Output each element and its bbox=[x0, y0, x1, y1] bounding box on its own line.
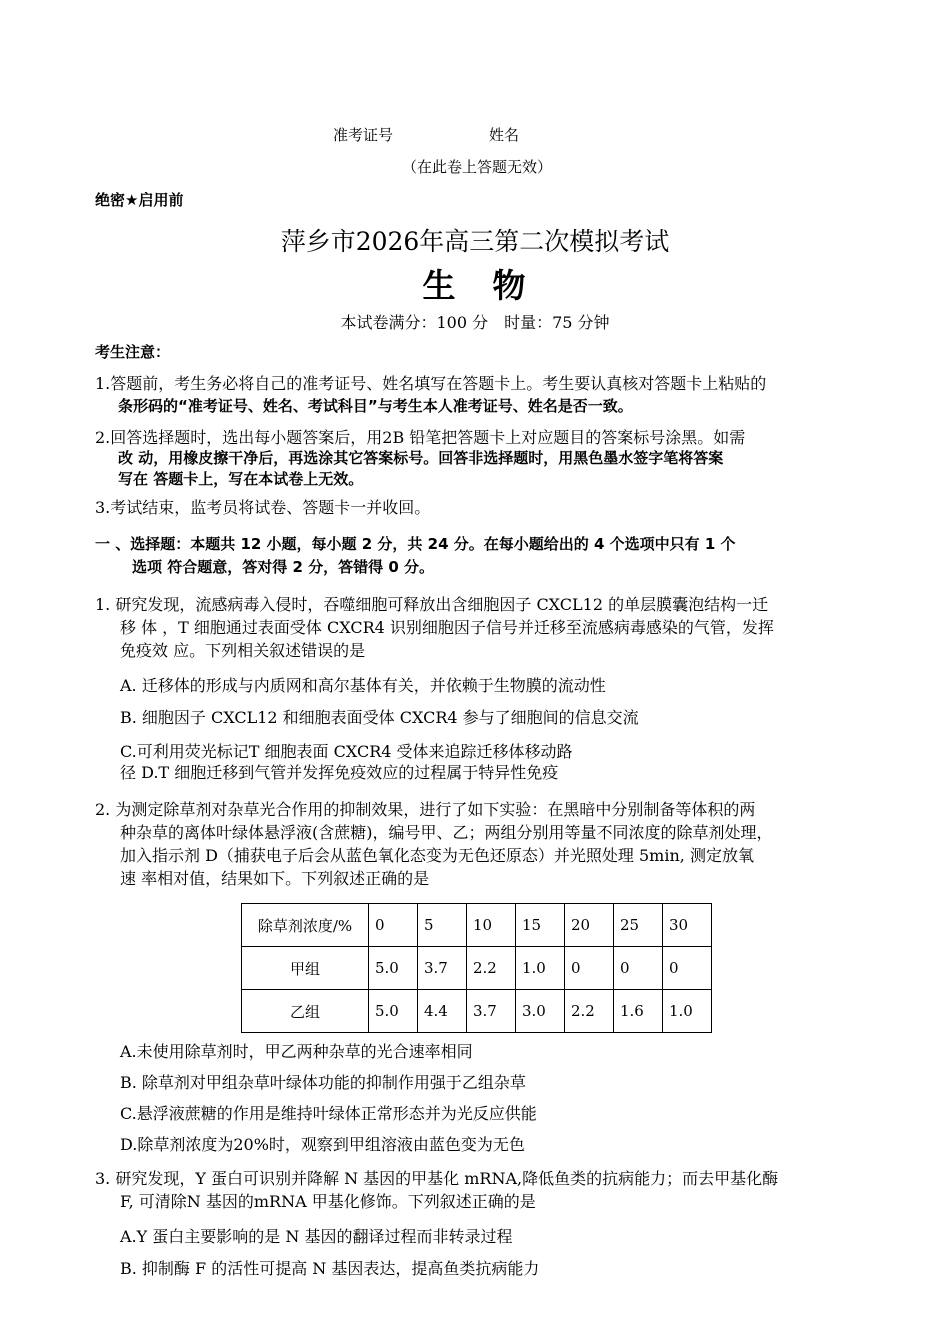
table-cell: 1.6 bbox=[614, 990, 663, 1033]
table-cell: 3.7 bbox=[418, 947, 467, 990]
notice-item-2-line-1: 2.回答选择题时，选出每小题答案后，用2B 铅笔把答题卡上对应题目的答案标号涂黑。如需 bbox=[95, 428, 746, 447]
q2-option-c: C.悬浮液蔗糖的作用是维持叶绿体正常形态并为光反应供能 bbox=[120, 1104, 537, 1123]
table-cell: 2.2 bbox=[565, 990, 614, 1033]
invalid-note: （在此卷上答题无效） bbox=[402, 158, 553, 176]
q2-option-d: D.除草剂浓度为20%时，观察到甲组溶液由蓝色变为无色 bbox=[120, 1135, 525, 1154]
table-row-label: 甲组 bbox=[242, 947, 369, 990]
subject-title: 生 物 bbox=[422, 266, 528, 305]
table-cell: 3.0 bbox=[516, 990, 565, 1033]
table-cell: 1.0 bbox=[663, 990, 712, 1033]
table-cell: 0 bbox=[369, 904, 418, 947]
table-cell: 0 bbox=[614, 947, 663, 990]
notice-heading: 考生注意： bbox=[95, 343, 171, 361]
table-cell: 5.0 bbox=[369, 990, 418, 1033]
notice-item-2-line-2: 改 动，用橡皮擦干净后，再选涂其它答案标号。回答非选择题时，用黑色墨水签字笔将答案 bbox=[118, 449, 724, 467]
section-1-line-2: 选项 符合题意，答对得 2 分，答错得 0 分。 bbox=[132, 558, 434, 576]
herbicide-table bbox=[241, 903, 712, 1033]
notice-item-1-line-1: 1.答题前，考生务必将自己的准考证号、姓名填写在答题卡上。考生要认真核对答题卡上粘贴的 bbox=[95, 374, 767, 393]
table-cell: 25 bbox=[614, 904, 663, 947]
secret-label: 绝密★启用前 bbox=[95, 191, 184, 209]
notice-item-3: 3.考试结束，监考员将试卷、答题卡一并收回。 bbox=[95, 498, 431, 517]
table-cell: 10 bbox=[467, 904, 516, 947]
table-row-label: 乙组 bbox=[242, 990, 369, 1033]
q1-option-b: B. 细胞因子 CXCL12 和细胞表面受体 CXCR4 参与了细胞间的信息交流 bbox=[120, 708, 639, 727]
q2-option-a: A.未使用除草剂时，甲乙两种杂草的光合速率相同 bbox=[120, 1042, 473, 1061]
table-header-row bbox=[242, 904, 712, 947]
table-cell: 2.2 bbox=[467, 947, 516, 990]
table-cell: 5 bbox=[418, 904, 467, 947]
q2-line-1: 2. 为测定除草剂对杂草光合作用的抑制效果，进行了如下实验：在黑暗中分别制备等体积的两 bbox=[95, 800, 756, 819]
q1-line-3: 免疫效 应。下列相关叙述错误的是 bbox=[120, 641, 366, 660]
q1-line-1: 1. 研究发现，流感病毒入侵时，吞噬细胞可释放出含细胞因子 CXCL12 的单层膜囊泡结构一迁 bbox=[95, 595, 769, 614]
table-row bbox=[242, 947, 712, 990]
q3-option-a: A.Y 蛋白主要影响的是 N 基因的翻译过程而非转录过程 bbox=[120, 1227, 513, 1246]
q3-option-b: B. 抑制酶 F 的活性可提高 N 基因表达，提高鱼类抗病能力 bbox=[120, 1259, 540, 1278]
exam-id-label: 准考证号 bbox=[333, 126, 394, 144]
table-cell: 0 bbox=[663, 947, 712, 990]
table-cell: 5.0 bbox=[369, 947, 418, 990]
section-1-line-1: 一 、选择题：本题共 12 小题，每小题 2 分，共 24 分。在每小题给出的 4 个选项中只有 1 个 bbox=[95, 535, 736, 553]
exam-title: 萍乡市2026年高三第二次模拟考试 bbox=[280, 227, 670, 256]
table-cell: 0 bbox=[565, 947, 614, 990]
q1-option-d: 径 D.T 细胞迁移到气管并发挥免疫效应的过程属于特异性免疫 bbox=[120, 763, 559, 782]
table-header-label: 除草剂浓度/% bbox=[242, 904, 369, 947]
q3-line-2: F, 可清除N 基因的mRNA 甲基化修饰。下列叙述正确的是 bbox=[120, 1192, 536, 1211]
q2-option-b: B. 除草剂对甲组杂草叶绿体功能的抑制作用强于乙组杂草 bbox=[120, 1073, 526, 1092]
name-label: 姓名 bbox=[489, 126, 520, 144]
table-cell: 4.4 bbox=[418, 990, 467, 1033]
q3-line-1: 3. 研究发现，Y 蛋白可识别并降解 N 基因的甲基化 mRNA,降低鱼类的抗病能力；而去甲基化酶 bbox=[95, 1169, 779, 1188]
table-cell: 30 bbox=[663, 904, 712, 947]
table-row bbox=[242, 990, 712, 1033]
q2-line-4: 速 率相对值，结果如下。下列叙述正确的是 bbox=[120, 869, 430, 888]
table-cell: 1.0 bbox=[516, 947, 565, 990]
notice-item-1-line-2: 条形码的“准考证号、姓名、考试科目”与考生本人准考证号、姓名是否一致。 bbox=[118, 397, 633, 415]
notice-item-2-line-3: 写在 答题卡上，写在本试卷上无效。 bbox=[118, 470, 364, 488]
exam-meta: 本试卷满分：100 分 时量：75 分钟 bbox=[340, 313, 610, 332]
q1-option-c: C.可利用荧光标记T 细胞表面 CXCR4 受体来追踪迁移体移动路 bbox=[120, 742, 573, 761]
q2-line-3: 加入指示剂 D（捕获电子后会从蓝色氧化态变为无色还原态）并光照处理 5min, 测定放氧 bbox=[120, 846, 754, 865]
q1-line-2: 移 体 ，T 细胞通过表面受体 CXCR4 识别细胞因子信号并迁移至流感病毒感染的气管，发挥 bbox=[120, 618, 774, 637]
table-cell: 3.7 bbox=[467, 990, 516, 1033]
q1-option-a: A. 迁移体的形成与内质网和高尔基体有关，并依赖于生物膜的流动性 bbox=[120, 676, 606, 695]
q2-line-2: 种杂草的离体叶绿体悬浮液(含蔗糖)，编号甲、乙；两组分别用等量不同浓度的除草剂处理， bbox=[120, 823, 773, 842]
table-cell: 15 bbox=[516, 904, 565, 947]
table-cell: 20 bbox=[565, 904, 614, 947]
